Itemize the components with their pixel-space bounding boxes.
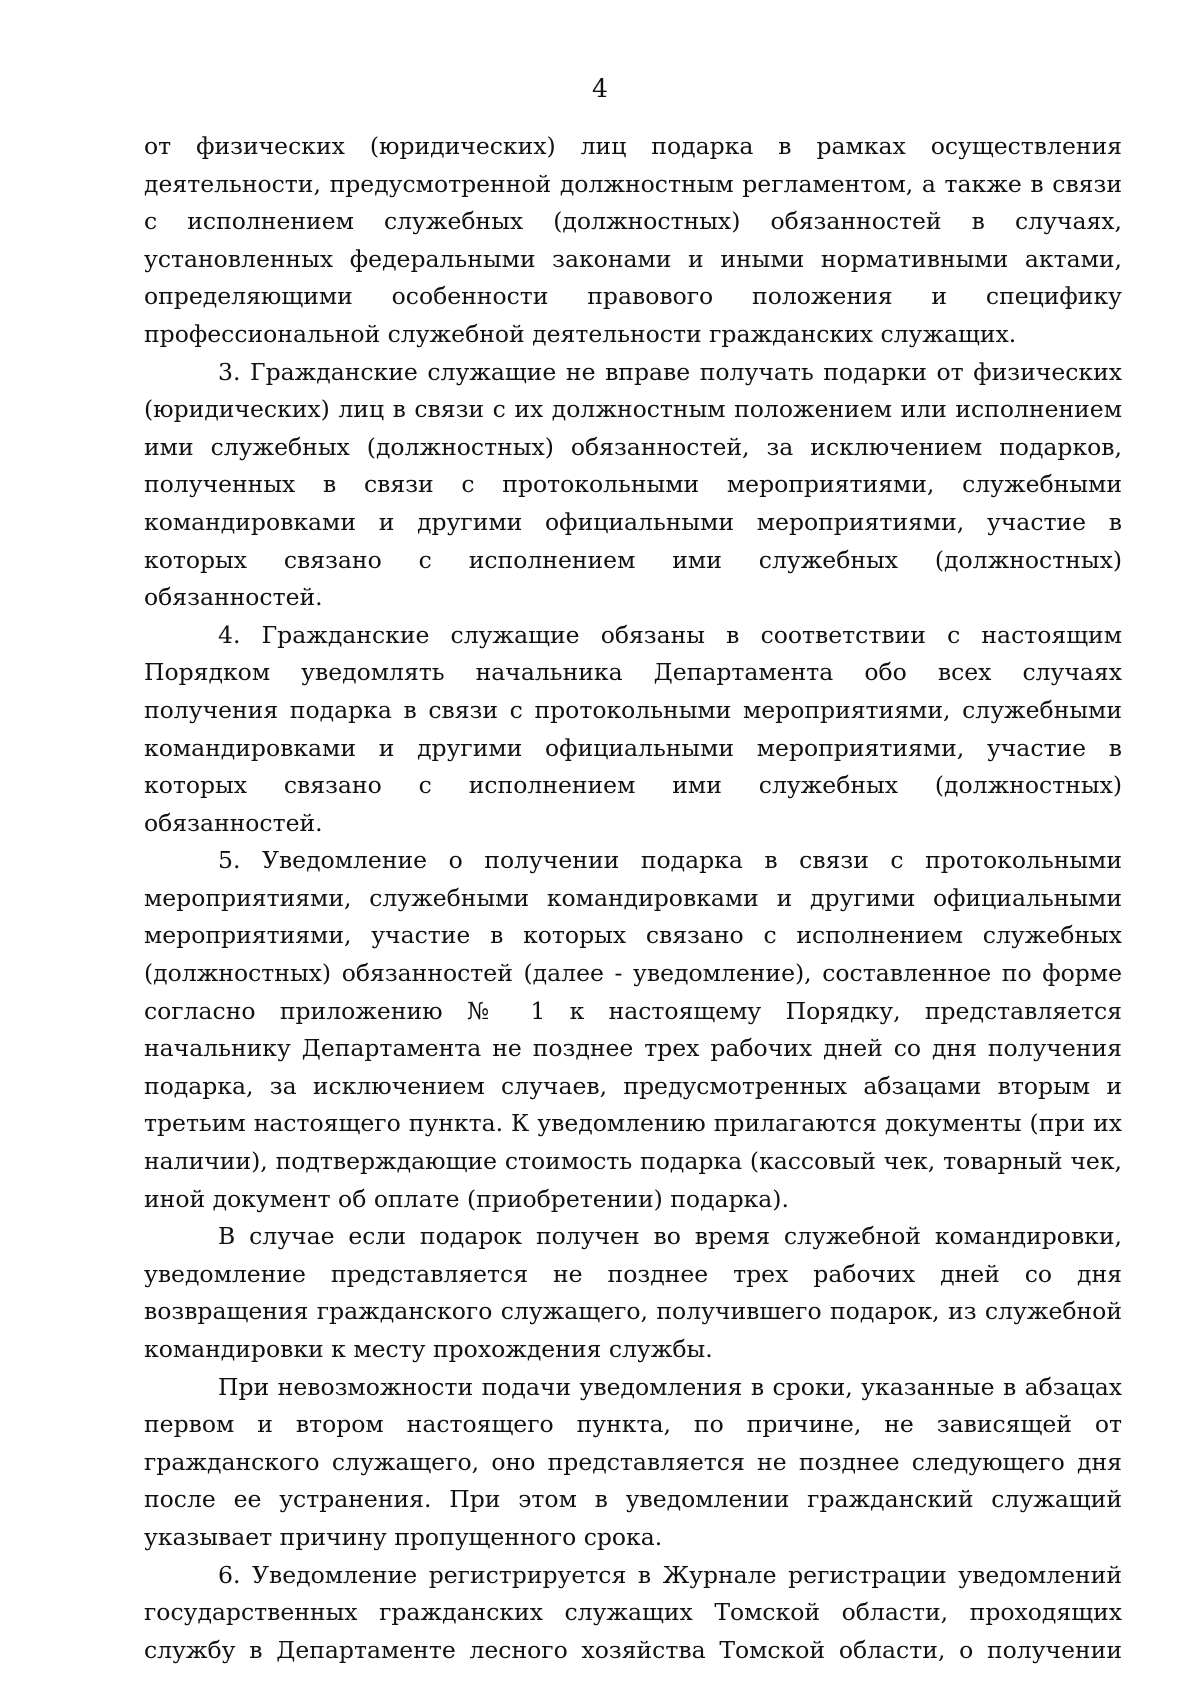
paragraph-item-4: 4. Гражданские служащие обязаны в соответствии с настоящим Порядком уведомлять начальника Департамента обо всех случаях получения подарка в связи с протокольными мероприятиями, служебными командировками и другими официальными мероприятиями, участие в которых связано с исполнением ими служебных (должностных) обязанностей. [144,620,1122,837]
document-body [144,128,1122,1669]
paragraph-item-5-third: При невозможности подачи уведомления в сроки, указанные в абзацах первом и втором настоящего пункта, по причине, не зависящей от гражданского служащего, оно представляется не позднее следующего дня после ее устранения. При этом в уведомлении гражданский служащий указывает причину пропущенного срока. [144,1372,1122,1551]
page-number: 4 [592,74,608,103]
paragraph-item-6: 6. Уведомление регистрируется в Журнале регистрации уведомлений государственных гражданских служащих Томской области, проходящих службу в Департаменте лесного хозяйства Томской области, о получении [144,1560,1122,1664]
paragraph-item-5-second: В случае если подарок получен во время служебной командировки, уведомление представляется не позднее трех рабочих дней со дня возвращения гражданского служащего, получившего подарок, из служебной командировки к месту прохождения службы. [144,1222,1122,1363]
paragraph-continuation: от физических (юридических) лиц подарка в рамках осуществления деятельности, предусмотренной должностным регламентом, а также в связи с исполнением служебных (должностных) обязанностей в случаях, установленных федеральными законами и иными нормативными актами, определяющими особенности правового положения и специфику профессиональной служебной деятельности гражданских служащих. [144,132,1122,348]
paragraph-item-5: 5. Уведомление о получении подарка в связи с протокольными мероприятиями, служебными командировками и другими официальными мероприятиями, участие в которых связано с исполнением служебных (должностных) обязанностей (далее - уведомление), составленное по форме согласно приложению № 1 к настоящему Порядку, представляется начальнику Департамента не позднее трех рабочих дней со дня получения подарка, за исключением случаев, предусмотренных абзацами вторым и третьим настоящего пункта. К уведомлению прилагаются документы (при их наличии), подтверждающие стоимость подарка (кассовый чек, товарный чек, иной документ об оплате (приобретении) подарка). [144,846,1122,1213]
paragraph-item-3: 3. Гражданские служащие не вправе получать подарки от физических (юридических) лиц в связи с их должностным положением или исполнением ими служебных (должностных) обязанностей, за исключением подарков, полученных в связи с протокольными мероприятиями, служебными командировками и другими официальными мероприятиями, участие в которых связано с исполнением ими служебных (должностных) обязанностей. [144,357,1122,612]
